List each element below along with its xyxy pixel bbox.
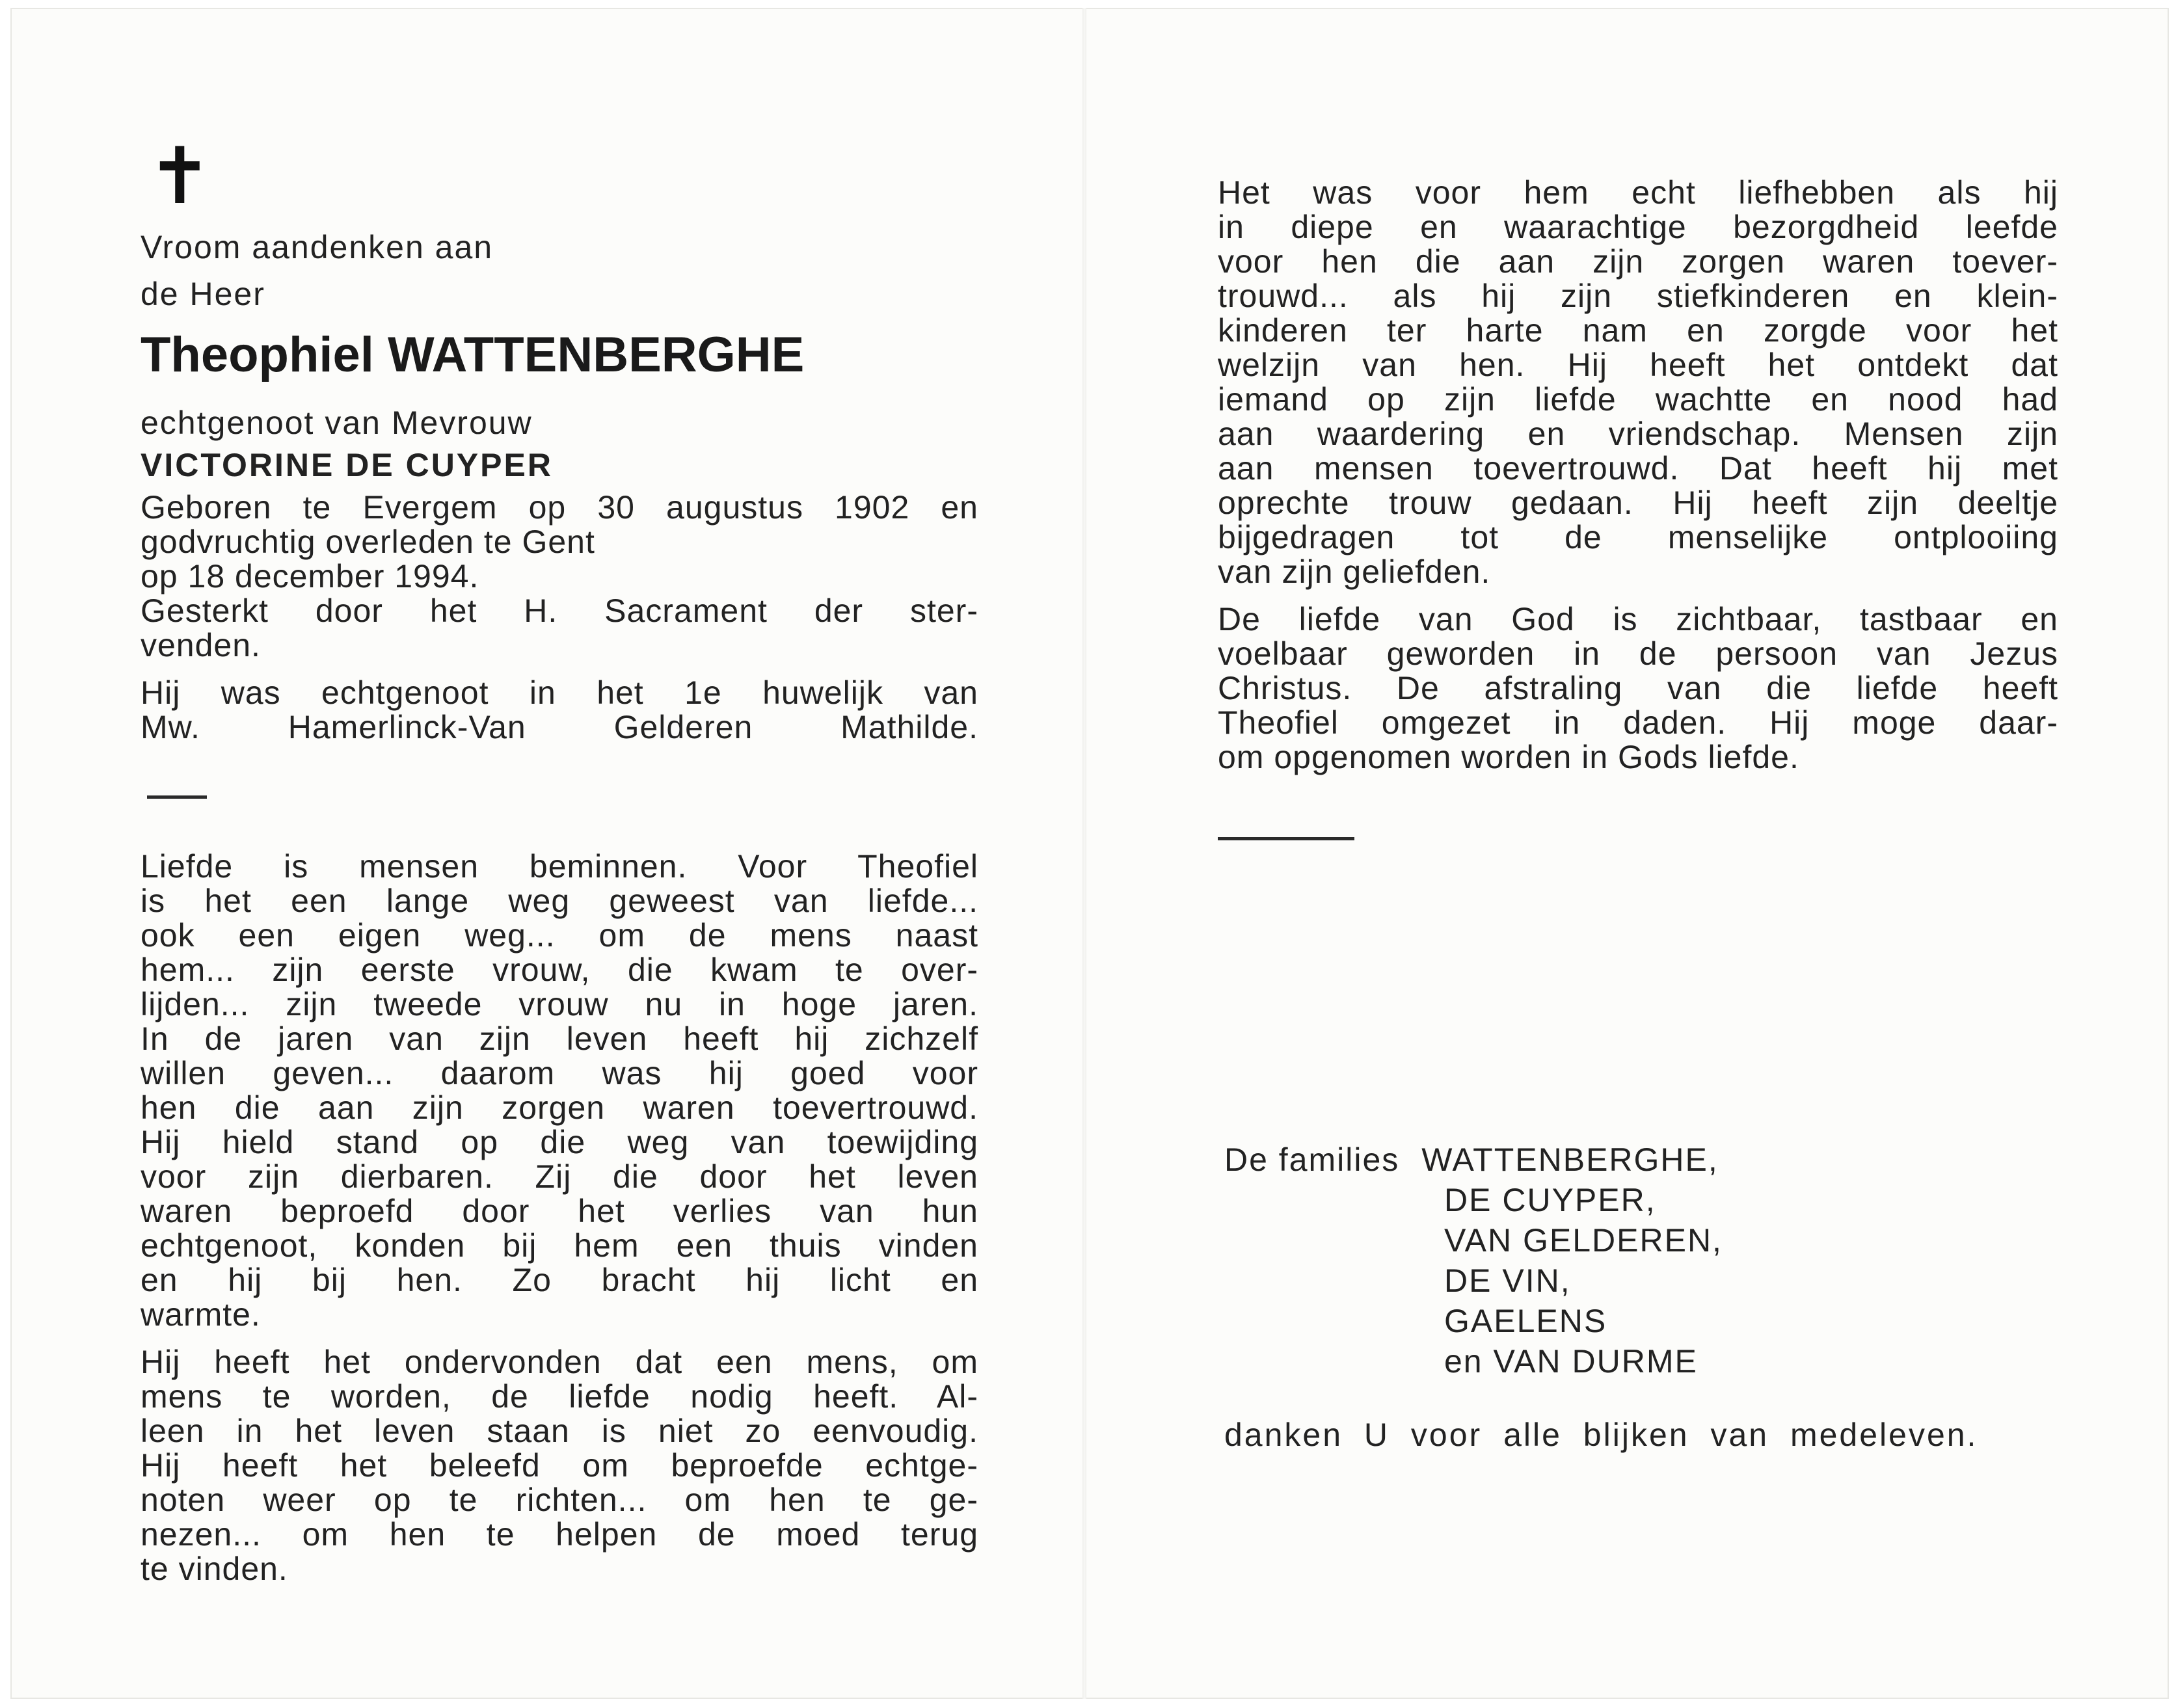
families-block bbox=[1224, 1140, 1723, 1381]
text-line: op 18 december 1994. bbox=[141, 558, 479, 594]
family-name: DE CUYPER, bbox=[1444, 1182, 1656, 1218]
intro-line: de Heer bbox=[141, 276, 265, 312]
text-line: trouwd... als hij zijn stiefkinderen en klein- bbox=[1218, 278, 2058, 314]
text-line: en hij bij hen. Zo bracht hij licht en bbox=[141, 1262, 978, 1298]
text-line: Theofiel omgezet in daden. Hij moge daar- bbox=[1218, 704, 2058, 741]
marriage-paragraph bbox=[141, 676, 978, 745]
text-line: van zijn geliefden. bbox=[1218, 554, 1491, 590]
spouse-intro: echtgenoot van Mevrouw bbox=[141, 405, 533, 441]
thanks-line: danken U voor alle blijken van medeleven. bbox=[1224, 1417, 1978, 1453]
text-line: in diepe en waarachtige bezorgdheid leefde bbox=[1218, 209, 2058, 245]
text-line: aan mensen toevertrouwd. Dat heeft hij met bbox=[1218, 450, 2058, 487]
text-line: voelbaar geworden in de persoon van Jezus bbox=[1218, 635, 2058, 672]
text-line: nezen... om hen te helpen de moed terug bbox=[141, 1516, 978, 1553]
family-name: DE VIN, bbox=[1444, 1262, 1571, 1299]
text-line: ook een eigen weg... om de mens naast bbox=[141, 917, 978, 954]
intro-line: Vroom aandenken aan bbox=[141, 229, 494, 265]
text-line: willen geven... daarom was hij goed voor bbox=[141, 1055, 978, 1091]
text-line: Mw. Hamerlinck-Van Gelderen Mathilde. bbox=[141, 709, 978, 745]
text-line: aan waardering en vriendschap. Mensen zijn bbox=[1218, 416, 2058, 452]
memorial-card bbox=[10, 8, 2169, 1699]
text-line: voor zijn dierbaren. Zij die door het leven bbox=[141, 1158, 978, 1195]
card-fold bbox=[1082, 8, 1086, 1699]
spouse-name: VICTORINE DE CUYPER bbox=[141, 447, 553, 483]
divider bbox=[147, 795, 207, 799]
love-paragraph bbox=[141, 849, 978, 1332]
text-line: lijden... zijn tweede vrouw nu in hoge jaren. bbox=[141, 986, 978, 1022]
text-line: Hij hield stand op die weg van toewijding bbox=[141, 1124, 978, 1160]
text-line: bijgedragen tot de menselijke ontplooiing bbox=[1218, 519, 2058, 555]
text-line: Het was voor hem echt liefhebben als hij bbox=[1218, 174, 2058, 211]
divider bbox=[1218, 837, 1354, 840]
family-name: en VAN DURME bbox=[1444, 1343, 1698, 1380]
text-line: te vinden. bbox=[141, 1551, 288, 1587]
text-line: echtgenoot, konden bij hem een thuis vinden bbox=[141, 1227, 978, 1264]
text-line: hen die aan zijn zorgen waren toevertrouwd. bbox=[141, 1089, 978, 1126]
text-line: De liefde van God is zichtbaar, tastbaar en bbox=[1218, 601, 2058, 637]
text-line: Gesterkt door het H. Sacrament der ster- bbox=[141, 593, 978, 629]
left-panel bbox=[141, 131, 978, 1587]
birth-paragraph bbox=[141, 490, 978, 663]
text-line: voor hen die aan zijn zorgen waren toever- bbox=[1218, 243, 2058, 280]
devotion-paragraph bbox=[1218, 176, 2058, 589]
text-line: Liefde is mensen beminnen. Voor Theofiel bbox=[141, 848, 978, 885]
family-name: VAN GELDEREN, bbox=[1444, 1222, 1723, 1259]
text-line: godvruchtig overleden te Gent bbox=[141, 524, 595, 560]
text-line: oprechte trouw gedaan. Hij heeft zijn deeltje bbox=[1218, 485, 2058, 521]
text-line: hem... zijn eerste vrouw, die kwam te over- bbox=[141, 952, 978, 988]
text-line: waren beproefd door het verlies van hun bbox=[141, 1193, 978, 1229]
text-line: mens te worden, de liefde nodig heeft. Al- bbox=[141, 1378, 978, 1415]
text-line: kinderen ter harte nam en zorgde voor het bbox=[1218, 312, 2058, 349]
text-line: iemand op zijn liefde wachtte en nood had bbox=[1218, 381, 2058, 418]
text-line: Hij was echtgenoot in het 1e huwelijk van bbox=[141, 674, 978, 711]
family-name: GAELENS bbox=[1444, 1303, 1607, 1339]
text-line: In de jaren van zijn leven heeft hij zichzelf bbox=[141, 1021, 978, 1057]
text-line: Christus. De afstraling van die liefde heeft bbox=[1218, 670, 2058, 706]
text-line: welzijn van hen. Hij heeft het ontdekt dat bbox=[1218, 347, 2058, 383]
text-line: Hij heeft het ondervonden dat een mens, om bbox=[141, 1344, 978, 1380]
text-line: venden. bbox=[141, 627, 261, 663]
text-line: Hij heeft het beleefd om beproefde echtge- bbox=[141, 1447, 978, 1484]
experience-paragraph bbox=[141, 1345, 978, 1586]
text-line: warmte. bbox=[141, 1296, 261, 1333]
families-label: De families bbox=[1224, 1141, 1400, 1178]
text-line: Geboren te Evergem op 30 augustus 1902 en bbox=[141, 489, 978, 526]
family-name: WATTENBERGHE, bbox=[1421, 1141, 1719, 1178]
gods-love-paragraph bbox=[1218, 602, 2058, 775]
deceased-name: Theophiel WATTENBERGHE bbox=[141, 327, 805, 382]
text-line: noten weer op te richten... om hen te ge- bbox=[141, 1482, 978, 1518]
text-line: leen in het leven staan is niet zo eenvoudig. bbox=[141, 1413, 978, 1449]
right-panel bbox=[1218, 176, 2058, 840]
text-line: is het een lange weg geweest van liefde... bbox=[141, 883, 978, 919]
cross-icon: ✝ bbox=[147, 131, 213, 222]
text-line: om opgenomen worden in Gods liefde. bbox=[1218, 739, 1799, 775]
